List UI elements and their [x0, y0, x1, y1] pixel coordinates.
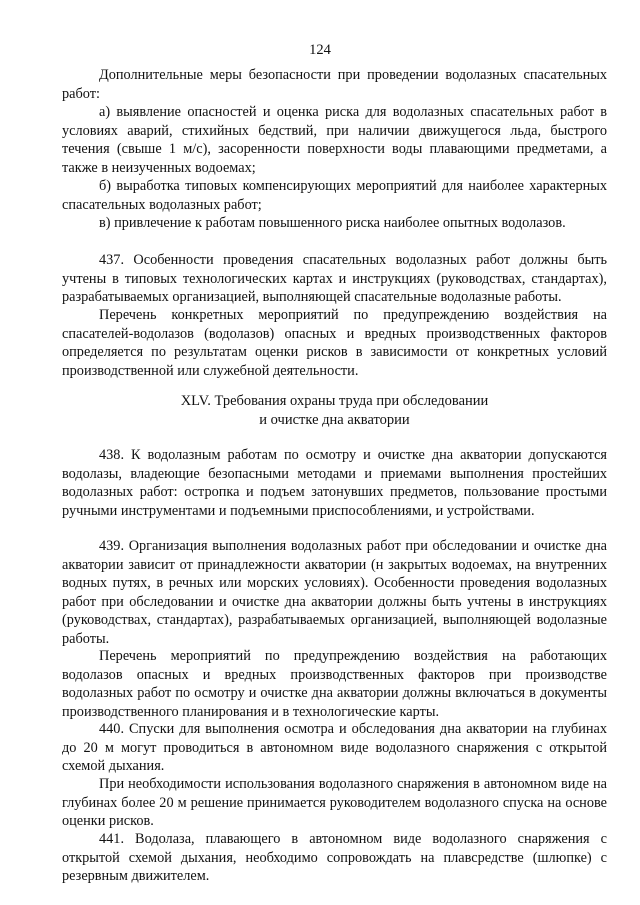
paragraph-item-a: а) выявление опасностей и оценка риска для водолазных спасательных работ в условиях аварий, стихийных бедствий, при наличии движущегося льда, быстрого течения (свыше 1 м/с), засоренности поверхности воды плавающими предметами, а также в неизученных водоемах; [62, 104, 607, 176]
section-heading-line-2: и очистке дна акватории [259, 411, 410, 428]
paragraph-440-decision: При необходимости использования водолазного снаряжения в автономном виде на глубинах более 20 м решение принимается руководителем водолазного спуска на основе оценки рисков. [62, 776, 607, 829]
section-heading-line-1: XLV. Требования охраны труда при обследовании [180, 393, 489, 409]
paragraph-item-v: в) привлечение к работам повышенного риска наиболее опытных водолазов. [99, 215, 566, 231]
paragraph-439: 439. Организация выполнения водолазных работ при обследовании и очистке дна акватории зависит от принадлежности акватории (н закрытых водоемах, на внутренних водных путях, в речных или морских условиях). Особенности проведения водолазных работ при обследовании и очистке дна акватории должны быть учтены в инструкциях (руководствах, стандартах), разрабатываемых организацией, выполняющей водолазные работы. [62, 538, 607, 647]
paragraph-item-b: б) выработка типовых компенсирующих мероприятий для наиболее характерных спасательных водолазных работ; [62, 178, 607, 213]
paragraph-440: 440. Спуски для выполнения осмотра и обследования дна акватории на глубинах до 20 м могут проводиться в автономном виде водолазного снаряжения с открытой схемой дыхания. [62, 721, 607, 774]
page-number: 124 [309, 42, 331, 58]
paragraph-437-list: Перечень конкретных мероприятий по предупреждению воздействия на спасателей-водолазов (водолазов) опасных и вредных производственных факторов определяется по результатам оценки рисков в зависимости от конкретных условий производственной или служебной деятельности. [62, 307, 607, 379]
paragraph-439-list: Перечень мероприятий по предупреждению воздействия на работающих водолазов опасных и вредных производственных факторов при производстве водолазных работ по осмотру и очистке дна акватории должны включаться в документы производственного планирования и в технологические карты. [62, 648, 607, 720]
section-heading [62, 392, 607, 429]
paragraph-437: 437. Особенности проведения спасательных водолазных работ должны быть учтены в типовых технологических картах и инструкциях (руководствах, стандартах), разрабатываемых организацией, выполняющей спасательные водолазные работы. [62, 252, 607, 305]
paragraph-438: 438. К водолазным работам по осмотру и очистке дна акватории допускаются водолазы, владеющие безопасными методами и приемами выполнения простейших водолазных работ: остропка и подъем затонувших предметов, пользование простыми ручными инструментами и подъемными приспособлениями, и устройствами. [62, 447, 607, 519]
paragraph-intro: Дополнительные меры безопасности при проведении водолазных спасательных работ: [62, 67, 607, 102]
paragraph-441: 441. Водолаза, плавающего в автономном виде водолазного снаряжения с открытой схемой дыхания, необходимо сопровождать на плавсредстве (шлюпке) с резервным движителем. [62, 831, 607, 884]
